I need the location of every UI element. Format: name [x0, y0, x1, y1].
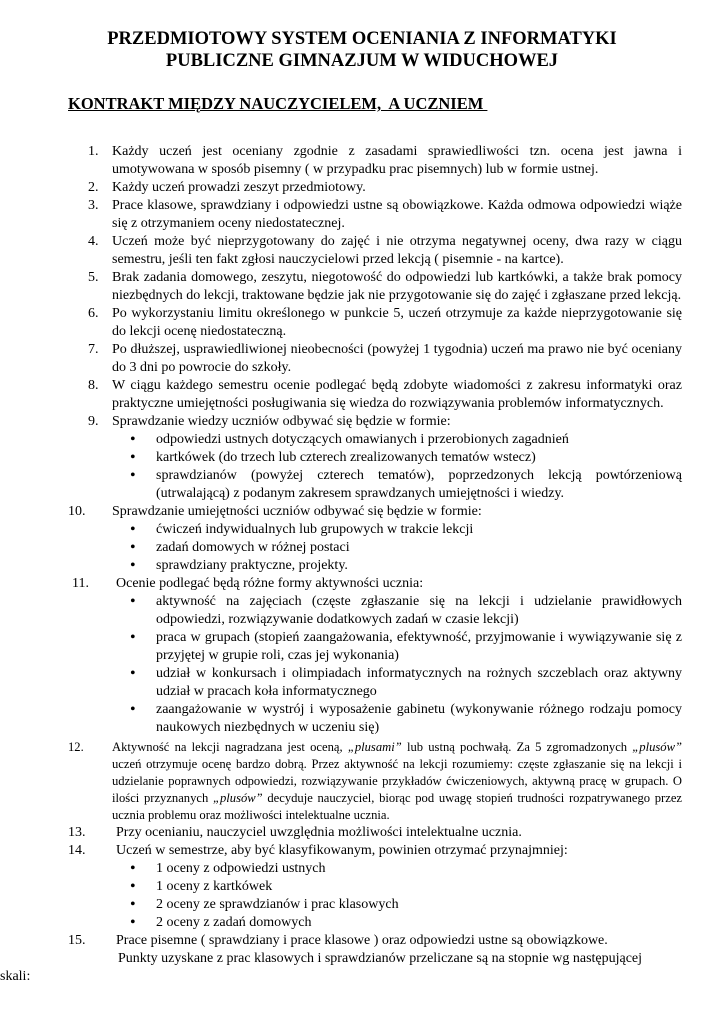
item-text: Sprawdzanie wiedzy uczniów odbywać się będzie w formie:	[112, 414, 451, 429]
bullet-item	[112, 539, 682, 557]
list-item-11	[68, 575, 682, 593]
bullet-icon: •	[130, 701, 136, 718]
list-item-1	[68, 143, 682, 179]
item-text: Po dłuższej, usprawiedliwionej nieobecności (powyżej 1 tygodnia) uczeń ma prawo nie być oceniany do 3 dni po powrocie do szkoły.	[112, 342, 682, 375]
bullet-list-9	[68, 431, 682, 503]
list-item-7	[68, 341, 682, 377]
document-title-line2: PUBLICZNE GIMNAZJUM W WIDUCHOWEJ	[165, 51, 559, 71]
item-number: 6.	[88, 306, 99, 321]
item-number: 8.	[88, 378, 99, 393]
rules-list	[0, 143, 682, 986]
item-text: Prace klasowe, sprawdziany i odpowiedzi ustne są obowiązkowe. Każda odmowa odpowiedzi wiąże się z otrzymaniem oceny niedostatecznej.	[112, 198, 682, 231]
item-text: Każdy uczeń prowadzi zeszyt przedmiotowy.	[112, 180, 366, 195]
bullet-text: zaangażowanie w wystrój i wyposażenie gabinetu (wykonywanie różnego rodzaju pomocy naukowych niezbędnych w uczeniu się)	[156, 702, 682, 735]
bullet-item	[112, 701, 682, 737]
list-item-3	[68, 197, 682, 233]
item-text-part: Aktywność na lekcji nagradzana jest oceną,	[112, 740, 348, 754]
item-number: 4.	[88, 234, 99, 249]
item-number: 9.	[88, 414, 99, 429]
bullet-item	[112, 521, 682, 539]
document-title-line1: PRZEDMIOTOWY SYSTEM OCENIANIA Z INFORMATYKI	[107, 29, 617, 49]
list-item-15	[68, 932, 682, 950]
bullet-text: 1 oceny z odpowiedzi ustnych	[156, 861, 326, 876]
item-text: Uczeń może być nieprzygotowany do zajęć i nie otrzyma negatywnej oceny, dwa razy w ciągu semestru, jeśli ten fakt zgłosi nauczycielowi przed lekcją ( pisemnie - na kartce).	[112, 234, 682, 267]
bullet-list-10	[68, 521, 682, 575]
item-text: Przy ocenianiu, nauczyciel uwzględnia możliwości intelektualne ucznia.	[116, 825, 522, 840]
bullet-list-14	[68, 860, 682, 932]
bullet-icon: •	[130, 896, 136, 913]
bullet-icon: •	[130, 449, 136, 466]
item-number: 7.	[88, 342, 99, 357]
item-number: 13.	[68, 825, 86, 840]
bullet-item	[112, 914, 682, 932]
section-heading: KONTRAKT MIĘDZY NAUCZYCIELEM, A UCZNIEM	[68, 94, 488, 113]
item-text: Prace pisemne ( sprawdziany i prace klasowe ) oraz odpowiedzi ustne są obowiązkowe.	[116, 933, 608, 948]
bullet-list-11	[68, 593, 682, 737]
item-number: 14.	[68, 843, 86, 858]
item-text-emphasis: „plusów”	[632, 740, 682, 754]
bullet-text: praca w grupach (stopień zaangażowania, efektywność, przyjmowanie i wywiązywanie się z przyjętej w grupie roli, czas jej wykonania)	[156, 630, 682, 663]
bullet-text: ćwiczeń indywidualnych lub grupowych w trakcie lekcji	[156, 522, 474, 537]
bullet-text: kartkówek (do trzech lub czterech zrealizowanych tematów wstecz)	[156, 450, 536, 465]
bullet-icon: •	[130, 557, 136, 574]
bullet-text: zadań domowych w różnej postaci	[156, 540, 350, 555]
bullet-item	[112, 878, 682, 896]
item-text-part: decyduje nauczyciel, biorąc pod uwagę stopień trudności rozpatrywanego przez ucznia problemu oraz możliwości intelektualne ucznia.	[112, 791, 682, 822]
bullet-item	[112, 431, 682, 449]
bullet-icon: •	[130, 521, 136, 538]
item-text: W ciągu każdego semestru ocenie podlegać będą zdobyte wiadomości z zakresu informatyki oraz praktyczne umiejętności posługiwania się wiedza do rozwiązywania problemów informatycznych.	[112, 378, 682, 411]
item-text-part: uczeń otrzymuje ocenę bardzo dobrą. Przez aktywność na lekcji rozumiemy: częste zgłaszanie się na lekcji i udzielanie poprawnych odpowiedzi, rozwiązywanie przykładów ćwiczeniowych, aktywną pracę w grupach. O ilości przyznanych	[112, 757, 682, 805]
bullet-text: 2 oceny ze sprawdzianów i prac klasowych	[156, 897, 399, 912]
bullet-item	[112, 449, 682, 467]
item-number: 1.	[88, 144, 99, 159]
bullet-text: udział w konkursach i olimpiadach informatycznych na rożnych szczeblach oraz aktywny udział w pracach koła informatycznego	[156, 666, 682, 699]
list-item-8	[68, 377, 682, 413]
bullet-icon: •	[130, 629, 136, 646]
list-item-10	[68, 503, 682, 521]
bullet-text: aktywność na zajęciach (częste zgłaszanie się na lekcji i udzielanie prawidłowych odpowiedzi, rozwiązywanie dodatkowych zadań w czasie lekcji)	[156, 594, 682, 627]
item-number: 11.	[72, 576, 89, 591]
bullet-item	[112, 665, 682, 701]
closing-paragraph-line2: skali:	[0, 969, 31, 984]
bullet-icon: •	[130, 914, 136, 931]
bullet-icon: •	[130, 431, 136, 448]
bullet-icon: •	[130, 539, 136, 556]
item-number: 3.	[88, 198, 99, 213]
item-number: 12.	[68, 740, 84, 754]
bullet-text: sprawdziany praktyczne, projekty.	[156, 558, 348, 573]
item-text: Po wykorzystaniu limitu określonego w punkcie 5, uczeń otrzymuje za każde nieprzygotowanie się do lekcji ocenę niedostateczną.	[112, 306, 682, 339]
list-item-4	[68, 233, 682, 269]
bullet-icon: •	[130, 665, 136, 682]
item-text-emphasis: „plusami”	[347, 740, 402, 754]
item-text: Każdy uczeń jest oceniany zgodnie z zasadami sprawiedliwości tzn. ocena jest jawna i umotywowana w sposób pisemny ( w przypadku prac pisemnych) lub w formie ustnej.	[112, 144, 682, 177]
bullet-text: 1 oceny z kartkówek	[156, 879, 273, 894]
bullet-item	[112, 896, 682, 914]
bullet-item	[112, 557, 682, 575]
item-number: 2.	[88, 180, 99, 195]
list-item-5	[68, 269, 682, 305]
bullet-icon: •	[130, 860, 136, 877]
closing-paragraph-line1: Punkty uzyskane z prac klasowych i sprawdzianów przeliczane są na stopnie wg następującej	[118, 951, 643, 966]
item-text: Brak zadania domowego, zeszytu, niegotowość do odpowiedzi lub kartkówki, a także brak pomocy niezbędnych do lekcji, traktowane będzie jak nie przygotowanie się do zajęć i zgłaszane przed lekcją.	[112, 270, 682, 303]
item-text-emphasis: „plusów”	[212, 791, 263, 805]
list-item-6	[68, 305, 682, 341]
list-item-2	[68, 179, 682, 197]
item-text: Sprawdzanie umiejętności uczniów odbywać się będzie w formie:	[112, 504, 482, 519]
list-item-12	[68, 739, 682, 824]
list-item-9	[68, 413, 682, 431]
numbered-items-1-8	[68, 143, 682, 413]
bullet-icon: •	[130, 878, 136, 895]
item-text: Ocenie podlegać będą różne formy aktywności ucznia:	[116, 576, 424, 591]
bullet-icon: •	[130, 467, 136, 484]
list-item-13	[68, 824, 682, 842]
item-text-part: lub ustną pochwałą. Za 5 zgromadzonych	[401, 740, 633, 754]
bullet-text: sprawdzianów (powyżej czterech tematów), poprzedzonych lekcją powtórzeniową (utrwalającą) z podanym zakresem sprawdzanych umiejętności i wiedzy.	[156, 468, 682, 501]
item-text: Uczeń w semestrze, aby być klasyfikowanym, powinien otrzymać przynajmniej:	[116, 843, 568, 858]
item-number: 10.	[68, 504, 86, 519]
bullet-text: 2 oceny z zadań domowych	[156, 915, 312, 930]
bullet-item	[112, 593, 682, 629]
bullet-item	[112, 629, 682, 665]
list-item-14	[68, 842, 682, 860]
bullet-icon: •	[130, 593, 136, 610]
item-number: 15.	[68, 933, 86, 948]
bullet-text: odpowiedzi ustnych dotyczących omawianych i przerobionych zagadnień	[156, 432, 569, 447]
bullet-item	[112, 467, 682, 503]
item-number: 5.	[88, 270, 99, 285]
bullet-item	[112, 860, 682, 878]
